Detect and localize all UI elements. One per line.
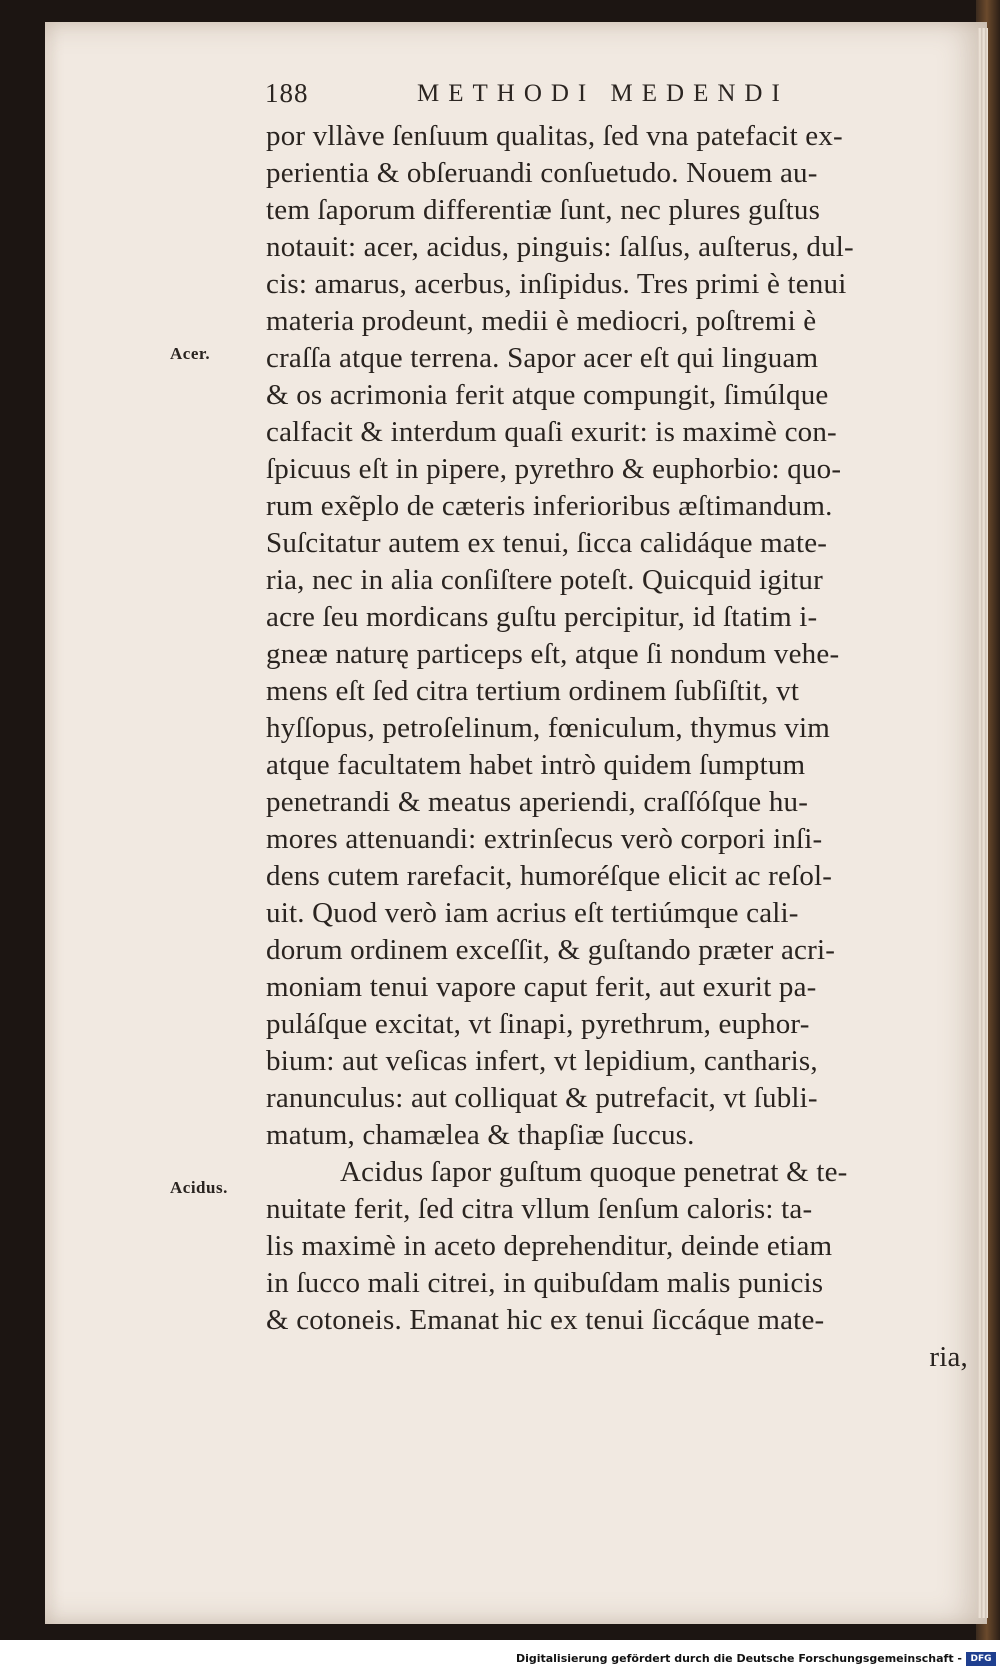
running-title: METHODI MEDENDI: [417, 80, 789, 107]
text-line: in ſucco mali citrei, in quibuſdam malis punicis: [266, 1267, 824, 1299]
text-line: calfacit & interdum quaſi exurit: is maximè con-: [266, 416, 837, 448]
text-line: dorum ordinem exceſſit, & guſtando præter acri-: [266, 934, 836, 966]
text-line: tem ſaporum differentiæ ſunt, nec plures guſtus: [266, 194, 821, 226]
text-line: ria, nec in alia conſiſtere poteſt. Quicquid igitur: [266, 564, 823, 596]
text-line: mens eſt ſed citra tertium ordinem ſubſiſtit, vt: [266, 675, 800, 707]
text-line: acre ſeu mordicans guſtu percipitur, id ſtatim i-: [266, 601, 818, 633]
page-stack-edge: [978, 28, 988, 1618]
text-line: penetrandi & meatus aperiendi, craſſóſque hu-: [266, 786, 809, 818]
text-line: hyſſopus, petroſelinum, fœniculum, thymus vim: [266, 712, 830, 744]
text-line: ranunculus: aut colliquat & putrefacit, vt ſubli-: [266, 1082, 818, 1114]
text-line: puláſque excitat, vt ſinapi, pyrethrum, euphor-: [266, 1008, 810, 1040]
margin-note-acer: Acer.: [170, 344, 211, 363]
catchword: ria,: [929, 1341, 968, 1373]
text-line: gneæ naturę particeps eſt, atque ſi nondum vehe-: [266, 638, 840, 670]
margin-note-acidus: Acidus.: [170, 1178, 228, 1197]
text-line: nuitate ferit, ſed citra vllum ſenſum caloris: ta-: [266, 1193, 813, 1225]
text-line: & os acrimonia ferit atque compungit, ſimúlque: [266, 379, 829, 411]
text-line: Suſcitatur autem ex tenui, ſicca calidáque mate-: [266, 527, 828, 559]
text-line: bium: aut veſicas infert, vt lepidium, cantharis,: [266, 1045, 818, 1077]
text-line: Acidus ſapor guſtum quoque penetrat & te-: [340, 1156, 848, 1188]
text-line: perientia & obſeruandi conſuetudo. Nouem au-: [266, 157, 818, 189]
funding-credit: Digitalisierung gefördert durch die Deutsche Forschungsgemeinschaft -: [515, 1652, 962, 1665]
body-text: [266, 118, 974, 1376]
dfg-logo: DFG: [966, 1652, 996, 1666]
text-line: mores attenuandi: extrinſecus verò corpori inſi-: [266, 823, 823, 855]
page-number: 188: [265, 78, 309, 108]
text-line: matum, chamælea & thapſiæ ſuccus.: [266, 1119, 695, 1151]
text-line: ſpicuus eſt in pipere, pyrethro & euphorbio: quo-: [266, 453, 842, 485]
text-line: dens cutem rarefacit, humoréſque elicit ac reſol-: [266, 860, 833, 892]
text-line: notauit: acer, acidus, pinguis: ſalſus, auſterus, dul-: [266, 231, 854, 263]
text-line: & cotoneis. Emanat hic ex tenui ſiccáque mate-: [266, 1304, 825, 1336]
text-line: cis: amarus, acerbus, inſipidus. Tres primi è tenui: [266, 268, 847, 300]
text-line: materia prodeunt, medii è mediocri, poſtremi è: [266, 305, 817, 337]
text-line: atque facultatem habet intrò quidem ſumptum: [266, 749, 806, 781]
text-line: craſſa atque terrena. Sapor acer eſt qui linguam: [266, 342, 819, 374]
text-line: lis maximè in aceto deprehenditur, deinde etiam: [266, 1230, 833, 1262]
text-line: por vllàve ſenſuum qualitas, ſed vna patefacit ex-: [266, 120, 843, 152]
footer-bar: [0, 1650, 1000, 1670]
text-line: rum exẽplo de cæteris inferioribus æſtimandum.: [266, 490, 833, 522]
text-line: moniam tenui vapore caput ferit, aut exurit pa-: [266, 971, 817, 1003]
running-header: [265, 78, 877, 118]
text-line: uit. Quod verò iam acrius eſt tertiúmque cali-: [266, 897, 799, 929]
